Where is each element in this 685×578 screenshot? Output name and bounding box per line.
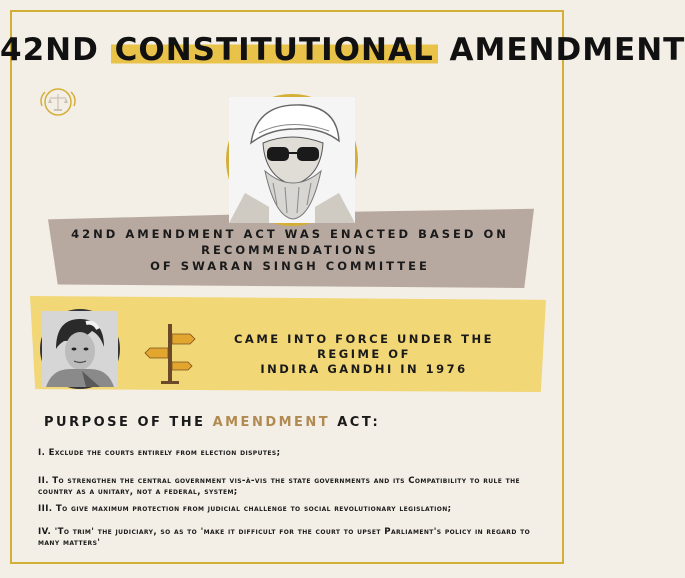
page-title: 42ND CONSTITUTIONAL AMENDMENT (0, 32, 685, 68)
regime-text: CAME INTO FORCE UNDER THE REGIME OF INDIRA GANDHI IN 1976 (233, 332, 494, 376)
swaran-singh-portrait (226, 94, 358, 226)
list-item: II. To strengthen the central government vis-à-vis the state governments and its Compatibility to rule the country as a unitary, not a federal, system; (38, 476, 521, 497)
list-item: I. Exclude the courts entirely from election disputes; (38, 448, 281, 458)
scales-of-justice-logo-icon (36, 86, 80, 118)
title-highlight: CONSTITUTIONAL (111, 32, 438, 68)
recommendation-text: 42ND AMENDMENT ACT WAS ENACTED BASED ON RECOMMENDATIONS OF SWARAN SINGH COMMITTEE (71, 227, 509, 273)
purpose-heading: PURPOSE OF THE AMENDMENT ACT: (44, 415, 381, 430)
signpost-icon (144, 322, 196, 384)
list-item: IV. 'To trim' the judiciary, so as to 'make it difficult for the court to upset Parliament's policy in regard to many matters' (38, 527, 531, 548)
indira-gandhi-portrait (40, 309, 120, 389)
list-item: III. To give maximum protection from judicial challenge to social revolutionary legislation; (38, 504, 452, 514)
